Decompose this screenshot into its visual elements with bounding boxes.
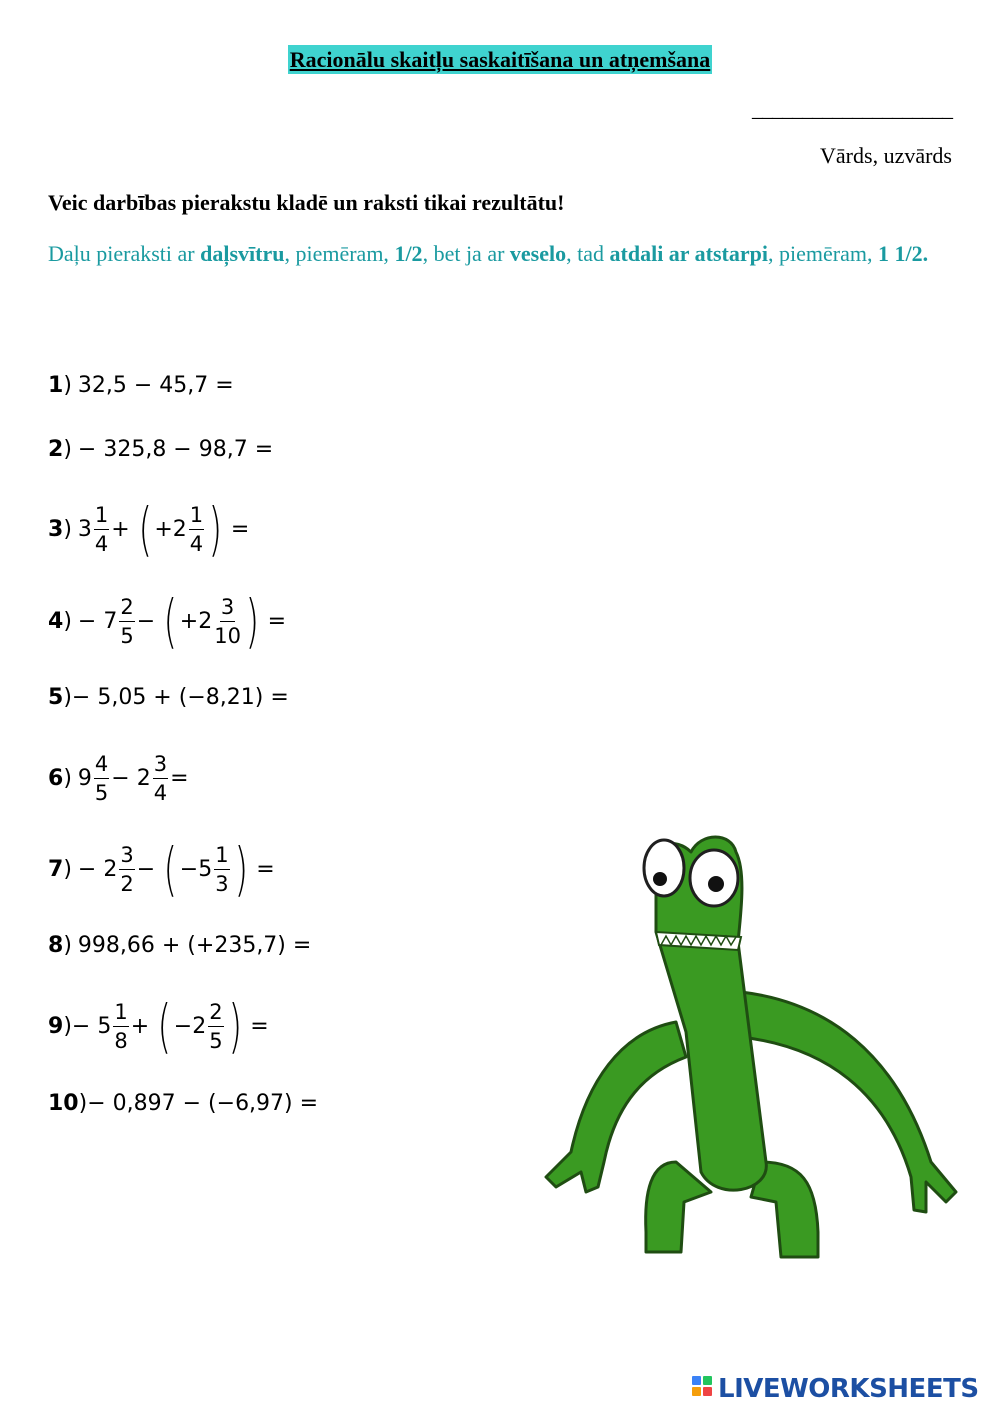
task-number: 7 (48, 856, 64, 882)
task-number: 6 (48, 766, 64, 791)
task-2: 2 ) − 325,8 − 98,7 = (48, 437, 274, 462)
fraction: $\frac{4}{5}$ (94, 752, 109, 805)
task-4: 4 ) − 7 $\frac{2}{5}$ − ( +2 $\frac{3}{10}$ ) = (48, 587, 287, 655)
task-expression: − 5,05 + (−8,21) = (71, 685, 289, 710)
task-number: 5 (48, 685, 64, 710)
task-number: 1 (48, 373, 64, 398)
task-number: 9 (48, 1013, 64, 1039)
task-10: 10 ) − 0,897 − (−6,97) = (48, 1091, 319, 1116)
task-8: 8 ) 998,66 + (+235,7) = (48, 933, 312, 958)
fraction: $\frac{1}{8}$ (114, 999, 128, 1053)
fraction: $\frac{1}{3}$ (215, 842, 229, 896)
instruction-hint: Daļu pieraksti ar daļsvītru, piemēram, 1/2, bet ja ar veselo, tad atdali ar atstarpi, piemēram, 1 1/2. (48, 241, 929, 266)
task-number: 10 (48, 1091, 79, 1116)
fraction: $\frac{3}{10}$ (214, 594, 241, 648)
liveworksheets-icon (692, 1376, 714, 1402)
task-number: 8 (48, 933, 64, 958)
liveworksheets-logo (692, 1374, 979, 1404)
task-number: 4 (48, 608, 64, 634)
logo-text: LIVEWORKSHEETS (718, 1374, 979, 1404)
task-5: 5 ) − 5,05 + (−8,21) = (48, 685, 289, 710)
task-expression: − 0,897 − (−6,97) = (87, 1091, 319, 1116)
name-line: ____________________ (752, 96, 952, 121)
fraction: $\frac{3}{4}$ (153, 752, 168, 805)
instruction-main: Veic darbības pierakstu kladē un raksti tikai rezultātu! (48, 190, 565, 215)
task-expression: 998,66 + (+235,7) = (77, 933, 312, 958)
fraction: $\frac{1}{4}$ (189, 502, 204, 556)
task-expression: 32,5 − 45,7 = (77, 373, 234, 398)
task-number: 2 (48, 437, 64, 462)
task-number: 3 (48, 516, 64, 542)
task-9: 9 ) − 5 $\frac{1}{8}$ + ( −2 $\frac{2}{5}$ ) = (48, 992, 269, 1060)
fraction: $\frac{2}{5}$ (120, 594, 134, 648)
task-1: 1 ) 32,5 − 45,7 = (48, 373, 234, 398)
page-title: Racionālu skaitļu saskaitīšana un atņemšana (289, 47, 711, 72)
left-leg (646, 1162, 711, 1252)
task-3: 3 ) 3 $\frac{1}{4}$ + ( +2 $\frac{1}{4}$ ) = (48, 495, 250, 563)
task-expression: − 325,8 − 98,7 = (77, 437, 274, 462)
title-wrap (0, 46, 1000, 74)
left-eye (644, 840, 684, 896)
fraction: $\frac{3}{2}$ (120, 842, 134, 896)
task-6: 6 ) 9 $\frac{4}{5}$ − 2 $\frac{3}{4}$ = (48, 752, 189, 805)
task-7: 7 ) − 2 $\frac{3}{2}$ − ( −5 $\frac{1}{3}$ ) = (48, 835, 275, 903)
fraction: $\frac{2}{5}$ (209, 999, 223, 1053)
name-label: Vārds, uzvārds (820, 143, 952, 168)
fraction: $\frac{1}{4}$ (94, 502, 109, 556)
green-monster-illustration (526, 832, 966, 1272)
